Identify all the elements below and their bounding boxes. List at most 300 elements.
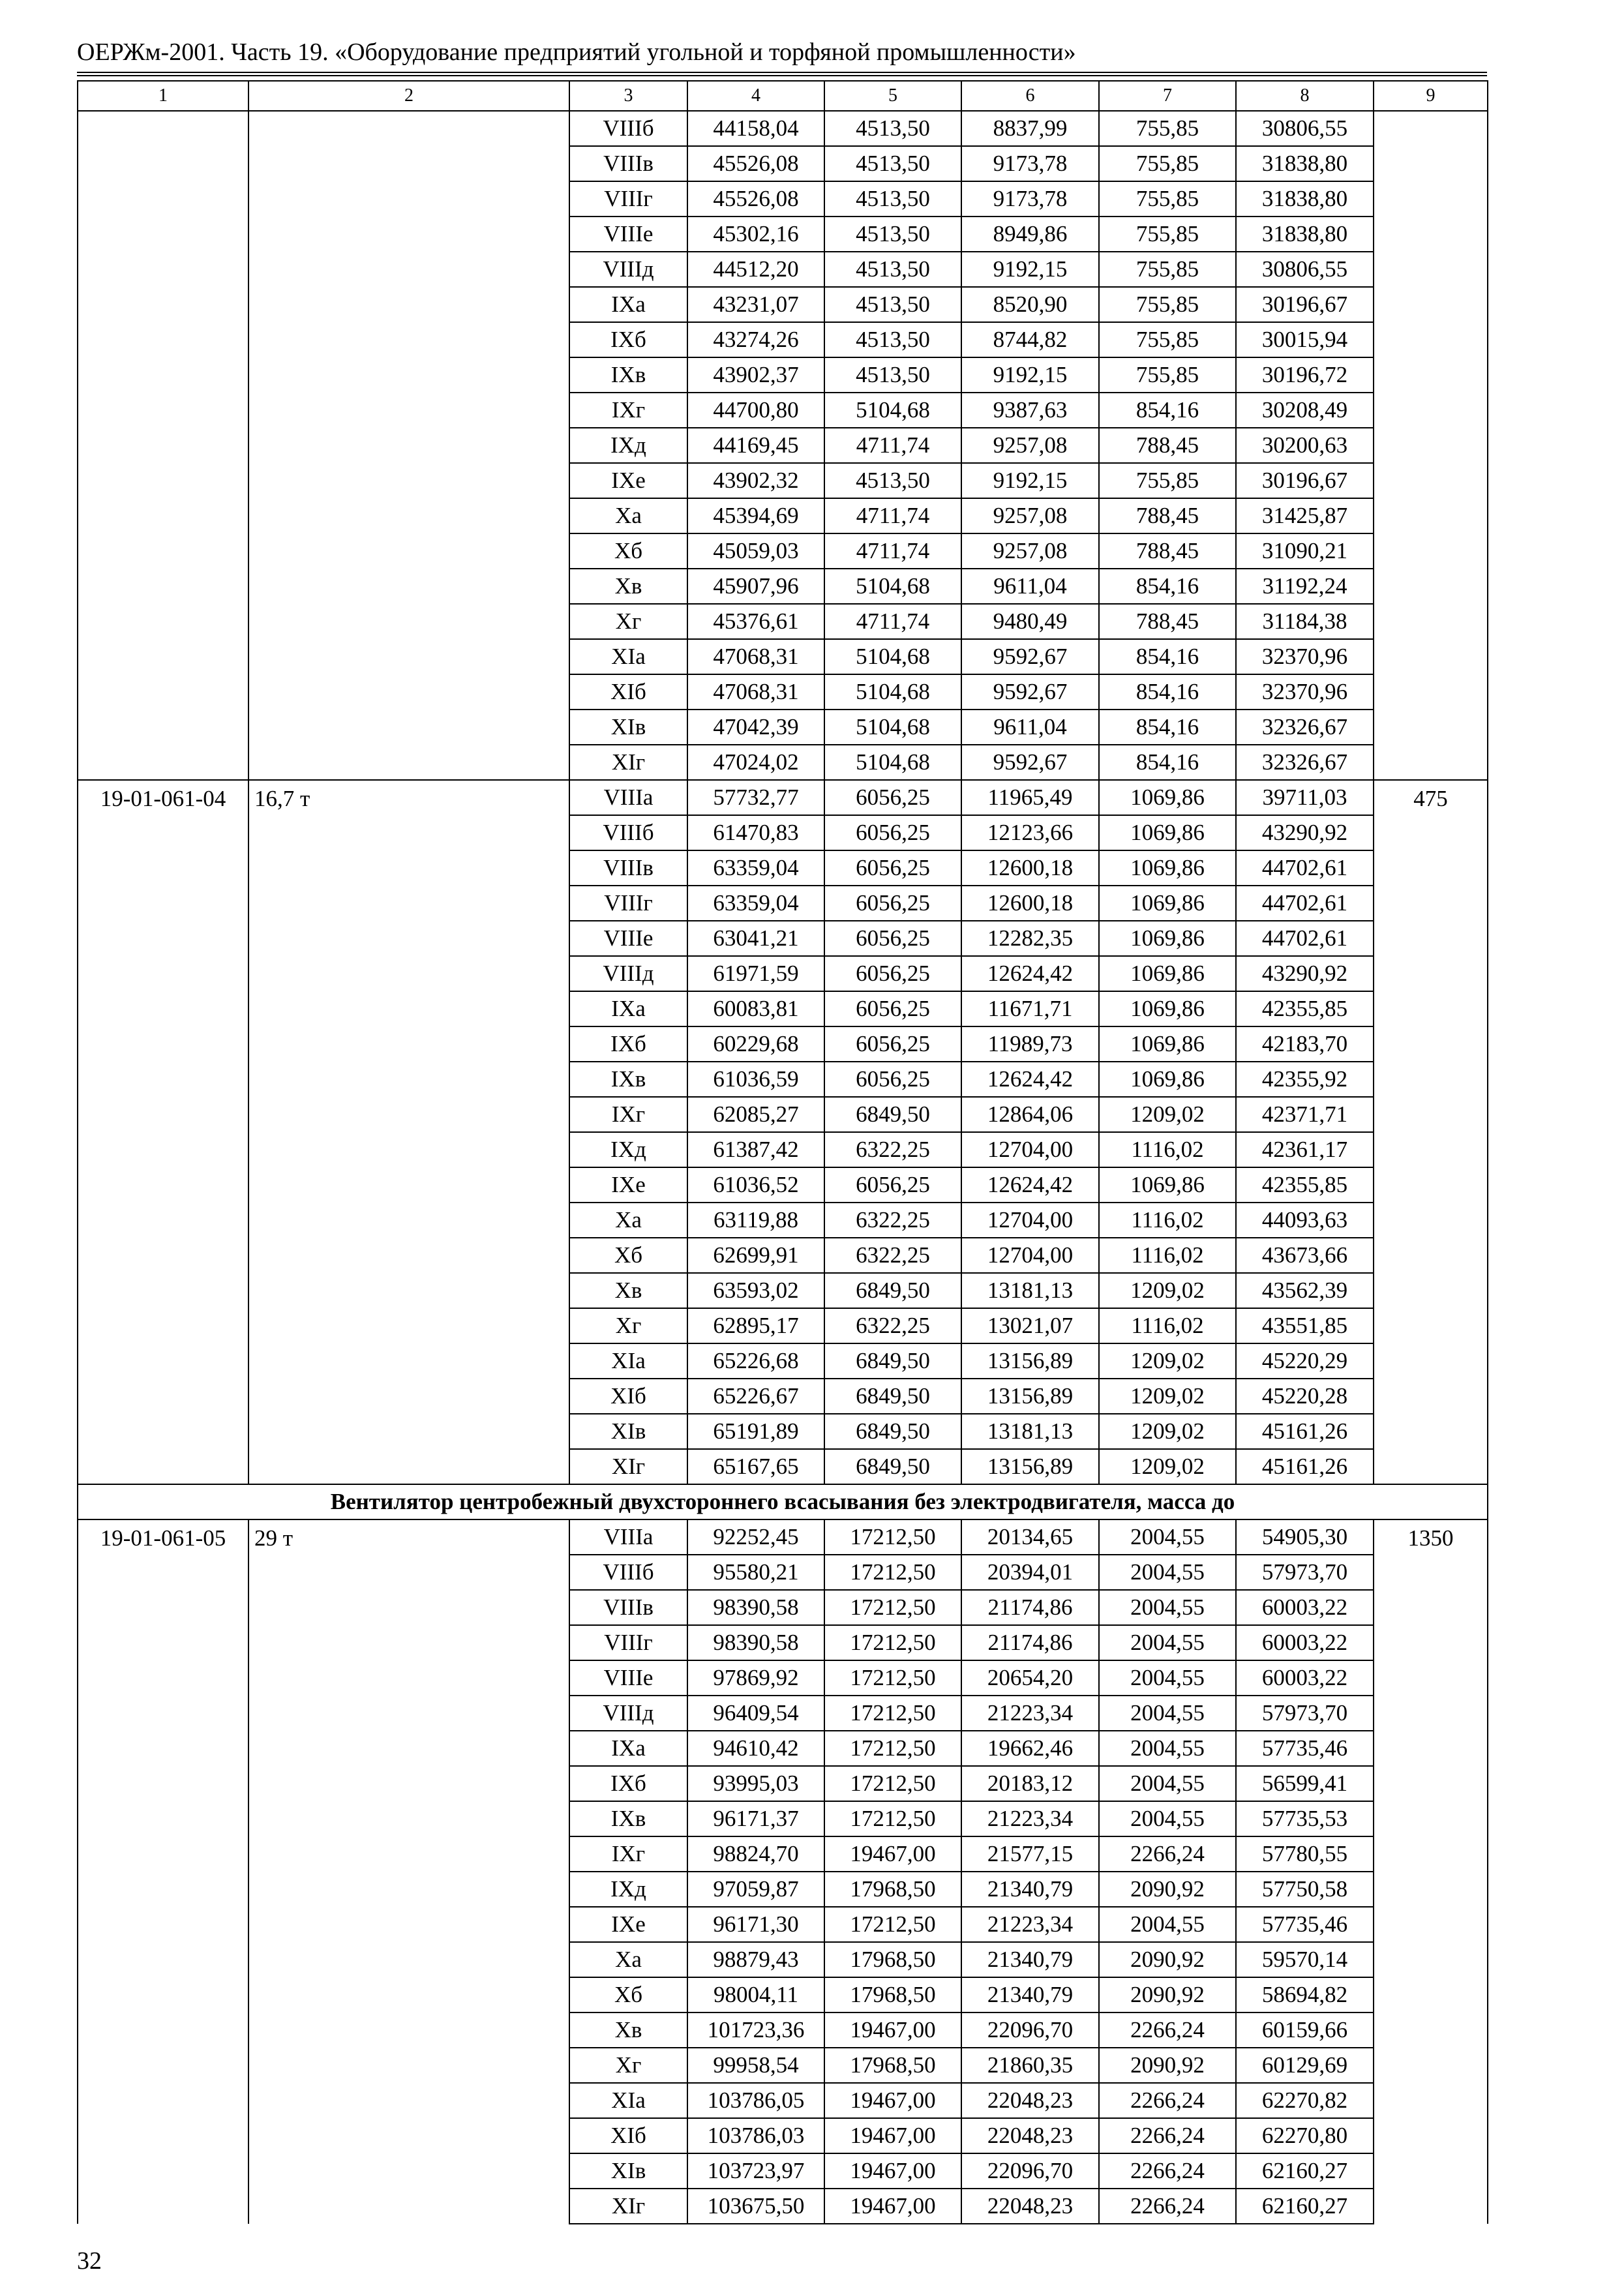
zone-cell: VIIIе: [569, 921, 687, 956]
total-cost-cell: 60083,81: [687, 991, 824, 1026]
total-cost-cell: 65226,68: [687, 1343, 824, 1379]
item-name: 16,7 т: [248, 780, 569, 1484]
wages-cell: 4513,50: [824, 111, 961, 146]
total-cost-cell: 63359,04: [687, 850, 824, 886]
materials-cell: 45161,26: [1236, 1414, 1374, 1449]
materials-cell: 30806,55: [1236, 252, 1374, 287]
machines-cell: 9592,67: [961, 674, 1099, 710]
zone-cell: XIв: [569, 2153, 687, 2189]
machinist-wages-cell: 2004,55: [1099, 1519, 1236, 1555]
machines-cell: 9257,08: [961, 498, 1099, 533]
machines-cell: 13181,13: [961, 1414, 1099, 1449]
wages-cell: 5104,68: [824, 745, 961, 780]
zone-cell: VIIIв: [569, 146, 687, 181]
machinist-wages-cell: 2004,55: [1099, 1801, 1236, 1836]
machinist-wages-cell: 755,85: [1099, 287, 1236, 322]
machines-cell: 12123,66: [961, 815, 1099, 850]
zone-cell: Xв: [569, 2012, 687, 2048]
machines-cell: 9192,15: [961, 252, 1099, 287]
column-number: 1: [78, 81, 248, 111]
wages-cell: 17212,50: [824, 1801, 961, 1836]
machinist-wages-cell: 1209,02: [1099, 1379, 1236, 1414]
zone-cell: VIIIв: [569, 850, 687, 886]
machinist-wages-cell: 2004,55: [1099, 1766, 1236, 1801]
zone-cell: Xв: [569, 1273, 687, 1308]
zone-cell: IXг: [569, 1097, 687, 1132]
machines-cell: 8744,82: [961, 322, 1099, 357]
machines-cell: 21577,15: [961, 1836, 1099, 1872]
wages-cell: 6322,25: [824, 1132, 961, 1167]
materials-cell: 54905,30: [1236, 1519, 1374, 1555]
zone-cell: Xг: [569, 1308, 687, 1343]
labor-cell: [1374, 111, 1488, 780]
machines-cell: 8520,90: [961, 287, 1099, 322]
column-number: 3: [569, 81, 687, 111]
materials-cell: 57735,53: [1236, 1801, 1374, 1836]
wages-cell: 6056,25: [824, 815, 961, 850]
wages-cell: 4711,74: [824, 428, 961, 463]
header-rule-double: [77, 75, 1487, 76]
machines-cell: 9257,08: [961, 428, 1099, 463]
materials-cell: 30806,55: [1236, 111, 1374, 146]
total-cost-cell: 97059,87: [687, 1872, 824, 1907]
zone-cell: IXб: [569, 1766, 687, 1801]
machines-cell: 20394,01: [961, 1555, 1099, 1590]
total-cost-cell: 45526,08: [687, 181, 824, 217]
materials-cell: 60003,22: [1236, 1590, 1374, 1625]
wages-cell: 6849,50: [824, 1343, 961, 1379]
materials-cell: 30200,63: [1236, 428, 1374, 463]
machinist-wages-cell: 2004,55: [1099, 1555, 1236, 1590]
machinist-wages-cell: 1069,86: [1099, 780, 1236, 815]
machines-cell: 20183,12: [961, 1766, 1099, 1801]
machines-cell: 12624,42: [961, 1062, 1099, 1097]
materials-cell: 43290,92: [1236, 815, 1374, 850]
machinist-wages-cell: 2004,55: [1099, 1625, 1236, 1660]
machinist-wages-cell: 2090,92: [1099, 1872, 1236, 1907]
wages-cell: 4513,50: [824, 287, 961, 322]
header-rule: [77, 72, 1487, 73]
materials-cell: 30015,94: [1236, 322, 1374, 357]
machinist-wages-cell: 755,85: [1099, 217, 1236, 252]
zone-cell: IXд: [569, 1132, 687, 1167]
wages-cell: 6849,50: [824, 1097, 961, 1132]
machines-cell: 22048,23: [961, 2189, 1099, 2224]
item-name: 29 т: [248, 1519, 569, 2224]
materials-cell: 31090,21: [1236, 533, 1374, 569]
page-header: ОЕРЖм-2001. Часть 19. «Оборудование предприятий угольной и торфяной промышленности»: [77, 38, 1076, 66]
materials-cell: 57735,46: [1236, 1907, 1374, 1942]
machinist-wages-cell: 755,85: [1099, 322, 1236, 357]
machinist-wages-cell: 755,85: [1099, 146, 1236, 181]
total-cost-cell: 47024,02: [687, 745, 824, 780]
machinist-wages-cell: 1209,02: [1099, 1097, 1236, 1132]
zone-cell: XIб: [569, 674, 687, 710]
machinist-wages-cell: 1069,86: [1099, 850, 1236, 886]
total-cost-cell: 61470,83: [687, 815, 824, 850]
zone-cell: Xв: [569, 569, 687, 604]
zone-cell: XIг: [569, 2189, 687, 2224]
wages-cell: 5104,68: [824, 710, 961, 745]
materials-cell: 42355,85: [1236, 991, 1374, 1026]
wages-cell: 17212,50: [824, 1766, 961, 1801]
total-cost-cell: 43231,07: [687, 287, 824, 322]
zone-cell: VIIIб: [569, 1555, 687, 1590]
total-cost-cell: 45302,16: [687, 217, 824, 252]
machinist-wages-cell: 1209,02: [1099, 1273, 1236, 1308]
zone-cell: Xг: [569, 2048, 687, 2083]
total-cost-cell: 96171,37: [687, 1801, 824, 1836]
zone-cell: XIг: [569, 745, 687, 780]
total-cost-cell: 103786,05: [687, 2083, 824, 2118]
wages-cell: 4513,50: [824, 181, 961, 217]
wages-cell: 6056,25: [824, 921, 961, 956]
zone-cell: VIIIа: [569, 780, 687, 815]
item-code: 19-01-061-04: [78, 780, 248, 1484]
machines-cell: 12600,18: [961, 886, 1099, 921]
total-cost-cell: 61971,59: [687, 956, 824, 991]
wages-cell: 17968,50: [824, 1942, 961, 1977]
materials-cell: 31838,80: [1236, 217, 1374, 252]
total-cost-cell: 62699,91: [687, 1238, 824, 1273]
materials-cell: 44702,61: [1236, 921, 1374, 956]
machinist-wages-cell: 1069,86: [1099, 886, 1236, 921]
wages-cell: 6849,50: [824, 1414, 961, 1449]
materials-cell: 30196,67: [1236, 463, 1374, 498]
machinist-wages-cell: 2004,55: [1099, 1660, 1236, 1696]
zone-cell: IXе: [569, 1167, 687, 1203]
zone-cell: Xа: [569, 498, 687, 533]
machines-cell: 9173,78: [961, 146, 1099, 181]
total-cost-cell: 61036,59: [687, 1062, 824, 1097]
total-cost-cell: 47068,31: [687, 639, 824, 674]
materials-cell: 31192,24: [1236, 569, 1374, 604]
zone-cell: Xа: [569, 1942, 687, 1977]
machines-cell: 12704,00: [961, 1238, 1099, 1273]
wages-cell: 6056,25: [824, 1026, 961, 1062]
materials-cell: 44093,63: [1236, 1203, 1374, 1238]
machines-cell: 9192,15: [961, 463, 1099, 498]
machinist-wages-cell: 854,16: [1099, 674, 1236, 710]
machines-cell: 9387,63: [961, 393, 1099, 428]
materials-cell: 62270,82: [1236, 2083, 1374, 2118]
machines-cell: 21223,34: [961, 1801, 1099, 1836]
machinist-wages-cell: 854,16: [1099, 393, 1236, 428]
machinist-wages-cell: 854,16: [1099, 639, 1236, 674]
item-name: [248, 111, 569, 780]
total-cost-cell: 97869,92: [687, 1660, 824, 1696]
machines-cell: 9192,15: [961, 357, 1099, 393]
machinist-wages-cell: 755,85: [1099, 111, 1236, 146]
total-cost-cell: 101723,36: [687, 2012, 824, 2048]
machines-cell: 9611,04: [961, 569, 1099, 604]
total-cost-cell: 44512,20: [687, 252, 824, 287]
machinist-wages-cell: 2004,55: [1099, 1907, 1236, 1942]
zone-cell: IXг: [569, 1836, 687, 1872]
zone-cell: XIв: [569, 1414, 687, 1449]
total-cost-cell: 98824,70: [687, 1836, 824, 1872]
machinist-wages-cell: 1209,02: [1099, 1414, 1236, 1449]
zone-cell: VIIIв: [569, 1590, 687, 1625]
wages-cell: 19467,00: [824, 1836, 961, 1872]
wages-cell: 19467,00: [824, 2083, 961, 2118]
total-cost-cell: 63593,02: [687, 1273, 824, 1308]
zone-cell: IXа: [569, 991, 687, 1026]
machines-cell: 12600,18: [961, 850, 1099, 886]
zone-cell: XIв: [569, 710, 687, 745]
zone-cell: VIIIд: [569, 252, 687, 287]
zone-cell: VIIIг: [569, 886, 687, 921]
zone-cell: Xг: [569, 604, 687, 639]
zone-cell: IXг: [569, 393, 687, 428]
page-number: 32: [77, 2247, 102, 2275]
machinist-wages-cell: 1069,86: [1099, 1167, 1236, 1203]
materials-cell: 43562,39: [1236, 1273, 1374, 1308]
wages-cell: 6056,25: [824, 780, 961, 815]
zone-cell: VIIIа: [569, 1519, 687, 1555]
zone-cell: IXб: [569, 1026, 687, 1062]
total-cost-cell: 98390,58: [687, 1590, 824, 1625]
zone-cell: VIIIб: [569, 815, 687, 850]
materials-cell: 44702,61: [1236, 886, 1374, 921]
wages-cell: 6322,25: [824, 1308, 961, 1343]
machines-cell: 19662,46: [961, 1731, 1099, 1766]
wages-cell: 6322,25: [824, 1238, 961, 1273]
column-number: 2: [248, 81, 569, 111]
total-cost-cell: 47068,31: [687, 674, 824, 710]
total-cost-cell: 65167,65: [687, 1449, 824, 1484]
machines-cell: 21174,86: [961, 1625, 1099, 1660]
total-cost-cell: 63119,88: [687, 1203, 824, 1238]
total-cost-cell: 45376,61: [687, 604, 824, 639]
total-cost-cell: 95580,21: [687, 1555, 824, 1590]
machinist-wages-cell: 2266,24: [1099, 2012, 1236, 2048]
total-cost-cell: 103675,50: [687, 2189, 824, 2224]
zone-cell: Xб: [569, 1238, 687, 1273]
zone-cell: VIIIд: [569, 1696, 687, 1731]
machines-cell: 11965,49: [961, 780, 1099, 815]
wages-cell: 4711,74: [824, 498, 961, 533]
total-cost-cell: 65191,89: [687, 1414, 824, 1449]
machinist-wages-cell: 1069,86: [1099, 921, 1236, 956]
zone-cell: IXд: [569, 428, 687, 463]
table-row: [78, 780, 1488, 815]
materials-cell: 60003,22: [1236, 1625, 1374, 1660]
materials-cell: 32370,96: [1236, 674, 1374, 710]
machinist-wages-cell: 1209,02: [1099, 1343, 1236, 1379]
wages-cell: 5104,68: [824, 639, 961, 674]
machines-cell: 21223,34: [961, 1907, 1099, 1942]
wages-cell: 4513,50: [824, 146, 961, 181]
machinist-wages-cell: 1069,86: [1099, 956, 1236, 991]
machines-cell: 8949,86: [961, 217, 1099, 252]
zone-cell: XIб: [569, 1379, 687, 1414]
total-cost-cell: 44158,04: [687, 111, 824, 146]
machines-cell: 13021,07: [961, 1308, 1099, 1343]
wages-cell: 4513,50: [824, 322, 961, 357]
materials-cell: 56599,41: [1236, 1766, 1374, 1801]
materials-cell: 60159,66: [1236, 2012, 1374, 2048]
total-cost-cell: 63041,21: [687, 921, 824, 956]
zone-cell: IXа: [569, 287, 687, 322]
total-cost-cell: 99958,54: [687, 2048, 824, 2083]
materials-cell: 60129,69: [1236, 2048, 1374, 2083]
labor-cell: 475: [1374, 780, 1488, 1484]
total-cost-cell: 57732,77: [687, 780, 824, 815]
section-title: Вентилятор центробежный двухстороннего всасывания без электродвигателя, масса до: [78, 1484, 1488, 1519]
materials-cell: 42371,71: [1236, 1097, 1374, 1132]
materials-cell: 43551,85: [1236, 1308, 1374, 1343]
item-code: 19-01-061-05: [78, 1519, 248, 2224]
zone-cell: XIг: [569, 1449, 687, 1484]
machinist-wages-cell: 1069,86: [1099, 815, 1236, 850]
materials-cell: 31184,38: [1236, 604, 1374, 639]
machinist-wages-cell: 755,85: [1099, 181, 1236, 217]
zone-cell: Xа: [569, 1203, 687, 1238]
machines-cell: 9611,04: [961, 710, 1099, 745]
wages-cell: 6056,25: [824, 850, 961, 886]
zone-cell: VIIIг: [569, 181, 687, 217]
machines-cell: 22096,70: [961, 2153, 1099, 2189]
materials-cell: 45161,26: [1236, 1449, 1374, 1484]
item-code: [78, 111, 248, 780]
materials-cell: 32326,67: [1236, 745, 1374, 780]
materials-cell: 62270,80: [1236, 2118, 1374, 2153]
materials-cell: 60003,22: [1236, 1660, 1374, 1696]
total-cost-cell: 47042,39: [687, 710, 824, 745]
machinist-wages-cell: 1116,02: [1099, 1308, 1236, 1343]
machines-cell: 8837,99: [961, 111, 1099, 146]
total-cost-cell: 43274,26: [687, 322, 824, 357]
machinist-wages-cell: 788,45: [1099, 498, 1236, 533]
machines-cell: 13181,13: [961, 1273, 1099, 1308]
zone-cell: VIIIб: [569, 111, 687, 146]
wages-cell: 6849,50: [824, 1379, 961, 1414]
machines-cell: 12864,06: [961, 1097, 1099, 1132]
machinist-wages-cell: 2266,24: [1099, 2189, 1236, 2224]
materials-cell: 44702,61: [1236, 850, 1374, 886]
column-number: 5: [824, 81, 961, 111]
machines-cell: 22048,23: [961, 2118, 1099, 2153]
wages-cell: 5104,68: [824, 393, 961, 428]
zone-cell: VIIIг: [569, 1625, 687, 1660]
column-number-row: [78, 81, 1488, 111]
machines-cell: 22048,23: [961, 2083, 1099, 2118]
materials-cell: 62160,27: [1236, 2153, 1374, 2189]
machinist-wages-cell: 788,45: [1099, 533, 1236, 569]
machines-cell: 11671,71: [961, 991, 1099, 1026]
wages-cell: 19467,00: [824, 2153, 961, 2189]
machinist-wages-cell: 1116,02: [1099, 1203, 1236, 1238]
zone-cell: IXв: [569, 1801, 687, 1836]
machinist-wages-cell: 2266,24: [1099, 1836, 1236, 1872]
wages-cell: 4513,50: [824, 252, 961, 287]
machines-cell: 12624,42: [961, 956, 1099, 991]
materials-cell: 57750,58: [1236, 1872, 1374, 1907]
total-cost-cell: 60229,68: [687, 1026, 824, 1062]
zone-cell: XIа: [569, 2083, 687, 2118]
column-number: 4: [687, 81, 824, 111]
total-cost-cell: 98390,58: [687, 1625, 824, 1660]
materials-cell: 31838,80: [1236, 181, 1374, 217]
zone-cell: Xб: [569, 533, 687, 569]
total-cost-cell: 63359,04: [687, 886, 824, 921]
machines-cell: 13156,89: [961, 1379, 1099, 1414]
wages-cell: 17212,50: [824, 1660, 961, 1696]
materials-cell: 43290,92: [1236, 956, 1374, 991]
machines-cell: 20654,20: [961, 1660, 1099, 1696]
machines-cell: 9173,78: [961, 181, 1099, 217]
machines-cell: 12624,42: [961, 1167, 1099, 1203]
wages-cell: 4711,74: [824, 533, 961, 569]
machines-cell: 9592,67: [961, 745, 1099, 780]
table-body: [78, 81, 1488, 2224]
total-cost-cell: 61036,52: [687, 1167, 824, 1203]
total-cost-cell: 43902,32: [687, 463, 824, 498]
zone-cell: VIIIе: [569, 1660, 687, 1696]
machines-cell: 9592,67: [961, 639, 1099, 674]
materials-cell: 59570,14: [1236, 1942, 1374, 1977]
machinist-wages-cell: 1069,86: [1099, 1062, 1236, 1097]
materials-cell: 31425,87: [1236, 498, 1374, 533]
machines-cell: 21340,79: [961, 1977, 1099, 2012]
wages-cell: 19467,00: [824, 2189, 961, 2224]
column-number: 7: [1099, 81, 1236, 111]
zone-cell: IXб: [569, 322, 687, 357]
materials-cell: 45220,28: [1236, 1379, 1374, 1414]
zone-cell: XIа: [569, 639, 687, 674]
total-cost-cell: 65226,67: [687, 1379, 824, 1414]
machines-cell: 21174,86: [961, 1590, 1099, 1625]
total-cost-cell: 45907,96: [687, 569, 824, 604]
wages-cell: 17212,50: [824, 1590, 961, 1625]
total-cost-cell: 45394,69: [687, 498, 824, 533]
machines-cell: 21860,35: [961, 2048, 1099, 2083]
zone-cell: Xб: [569, 1977, 687, 2012]
zone-cell: IXе: [569, 1907, 687, 1942]
wages-cell: 17968,50: [824, 1872, 961, 1907]
price-table: [77, 80, 1488, 2224]
wages-cell: 4513,50: [824, 217, 961, 252]
total-cost-cell: 93995,03: [687, 1766, 824, 1801]
wages-cell: 6056,25: [824, 991, 961, 1026]
total-cost-cell: 62085,27: [687, 1097, 824, 1132]
machinist-wages-cell: 2090,92: [1099, 1942, 1236, 1977]
materials-cell: 32370,96: [1236, 639, 1374, 674]
wages-cell: 4513,50: [824, 463, 961, 498]
wages-cell: 17212,50: [824, 1696, 961, 1731]
total-cost-cell: 61387,42: [687, 1132, 824, 1167]
machinist-wages-cell: 755,85: [1099, 463, 1236, 498]
zone-cell: IXв: [569, 1062, 687, 1097]
machines-cell: 13156,89: [961, 1449, 1099, 1484]
wages-cell: 17212,50: [824, 1731, 961, 1766]
wages-cell: 4711,74: [824, 604, 961, 639]
wages-cell: 17212,50: [824, 1555, 961, 1590]
table-row: [78, 1519, 1488, 1555]
materials-cell: 45220,29: [1236, 1343, 1374, 1379]
materials-cell: 57735,46: [1236, 1731, 1374, 1766]
wages-cell: 19467,00: [824, 2012, 961, 2048]
zone-cell: IXв: [569, 357, 687, 393]
machines-cell: 22096,70: [961, 2012, 1099, 2048]
zone-cell: XIа: [569, 1343, 687, 1379]
materials-cell: 31838,80: [1236, 146, 1374, 181]
machinist-wages-cell: 788,45: [1099, 604, 1236, 639]
total-cost-cell: 103786,03: [687, 2118, 824, 2153]
total-cost-cell: 62895,17: [687, 1308, 824, 1343]
wages-cell: 6056,25: [824, 886, 961, 921]
